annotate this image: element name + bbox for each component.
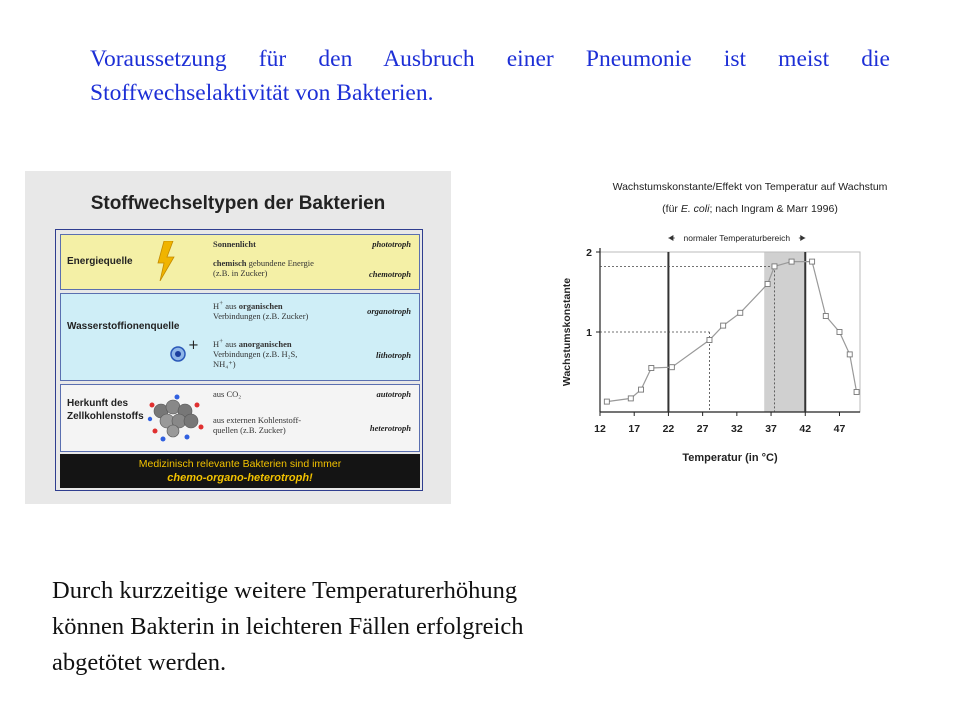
carbon-label: Herkunft des Zellkohlenstoffs <box>67 398 144 422</box>
data-point <box>707 338 712 343</box>
energy-tag-1: phototroph <box>372 239 411 249</box>
energy-item-1: Sonnenlicht <box>213 239 256 249</box>
outro-text <box>52 573 692 681</box>
x-tick-label: 32 <box>730 423 743 435</box>
data-point <box>772 264 777 269</box>
energy-row <box>60 234 420 290</box>
growth-chart <box>548 172 938 472</box>
banner-line-2: chemo-organo-heterotroph! <box>167 472 313 484</box>
proton-icon <box>169 338 199 364</box>
data-point <box>604 399 609 404</box>
x-tick-label: 42 <box>799 423 812 435</box>
molecule-icon <box>147 393 207 443</box>
energy-tag-2: chemotroph <box>368 269 411 279</box>
x-tick-label: 12 <box>594 423 606 435</box>
x-tick-label: 47 <box>833 423 846 435</box>
hydrogen-tag-2: lithotroph <box>376 350 411 360</box>
energy-item-2: chemisch gebundene Energie (z.B. in Zucker) <box>213 258 314 278</box>
x-tick-label: 17 <box>628 423 641 435</box>
chart-ylabel: Wachstumskonstante <box>561 277 573 387</box>
band-label: normaler Temperaturbereich <box>683 233 791 243</box>
data-point <box>789 259 794 264</box>
chart-xlabel: Temperatur (in °C) <box>682 452 778 464</box>
outro-line-2: können Bakterin in leichteren Fällen erfolgreich <box>52 613 524 640</box>
y-tick-label: 2 <box>586 247 592 259</box>
outro-line-1: Durch kurzzeitige weitere Temperaturerhöhung <box>52 577 518 604</box>
chart-plot-area <box>586 231 860 435</box>
x-tick-label: 37 <box>765 423 777 435</box>
chart-title-line-2: (für E. coli; nach Ingram & Marr 1996) <box>662 203 838 215</box>
data-point <box>738 310 743 315</box>
data-point <box>823 314 828 319</box>
band-arrow-right <box>800 235 805 241</box>
band-arrow-left <box>668 235 673 241</box>
data-point <box>837 330 842 335</box>
energy-label: Energiequelle <box>67 256 133 267</box>
outro-line-3: abgetötet werden. <box>52 649 227 676</box>
hydrogen-item-1: H+ aus organischen Verbindungen (z.B. Zucker) <box>213 299 309 321</box>
intro-line-1: Voraussetzung für den Ausbruch einer Pneumonie ist meist die <box>90 46 890 72</box>
x-tick-label: 22 <box>662 423 675 435</box>
data-point <box>854 390 859 395</box>
hydrogen-item-2: H+ aus anorganischen Verbindungen (z.B. H₂S, NH₄⁺) <box>213 337 298 369</box>
hydrogen-label: Wasserstoffionenquelle <box>67 321 180 332</box>
data-point <box>649 366 654 371</box>
summary-banner <box>60 454 420 488</box>
intro-text <box>90 42 890 110</box>
intro-line-2: Stoffwechselaktivität von Bakterien. <box>90 80 434 106</box>
y-tick-label: 1 <box>586 327 592 339</box>
data-point <box>639 387 644 392</box>
data-point <box>721 323 726 328</box>
data-point <box>669 365 674 370</box>
data-point <box>628 396 633 401</box>
x-tick-label: 27 <box>696 423 709 435</box>
carbon-row <box>60 384 420 452</box>
data-point <box>847 352 852 357</box>
infographic-title: Stoffwechseltypen der Bakterien <box>90 193 386 214</box>
lightning-icon <box>157 241 175 281</box>
hydrogen-tag-1: organotroph <box>367 306 411 316</box>
banner-line-1: Medizinisch relevante Bakterien sind immer <box>138 458 342 470</box>
svg-text:+: + <box>188 338 199 353</box>
metabolism-infographic <box>25 171 451 504</box>
infographic-frame <box>55 229 423 491</box>
data-point <box>810 259 815 264</box>
carbon-tag-1: autotroph <box>376 389 411 399</box>
data-point <box>765 282 770 287</box>
carbon-item-2: aus externen Kohlenstoff- quellen (z.B. Zucker) <box>213 415 302 435</box>
carbon-tag-2: heterotroph <box>369 423 411 433</box>
carbon-item-1: aus CO₂ <box>213 389 242 399</box>
chart-title-line-1: Wachstumskonstante/Effekt von Temperatur auf Wachstum <box>612 181 888 193</box>
hydrogen-row <box>60 293 420 381</box>
